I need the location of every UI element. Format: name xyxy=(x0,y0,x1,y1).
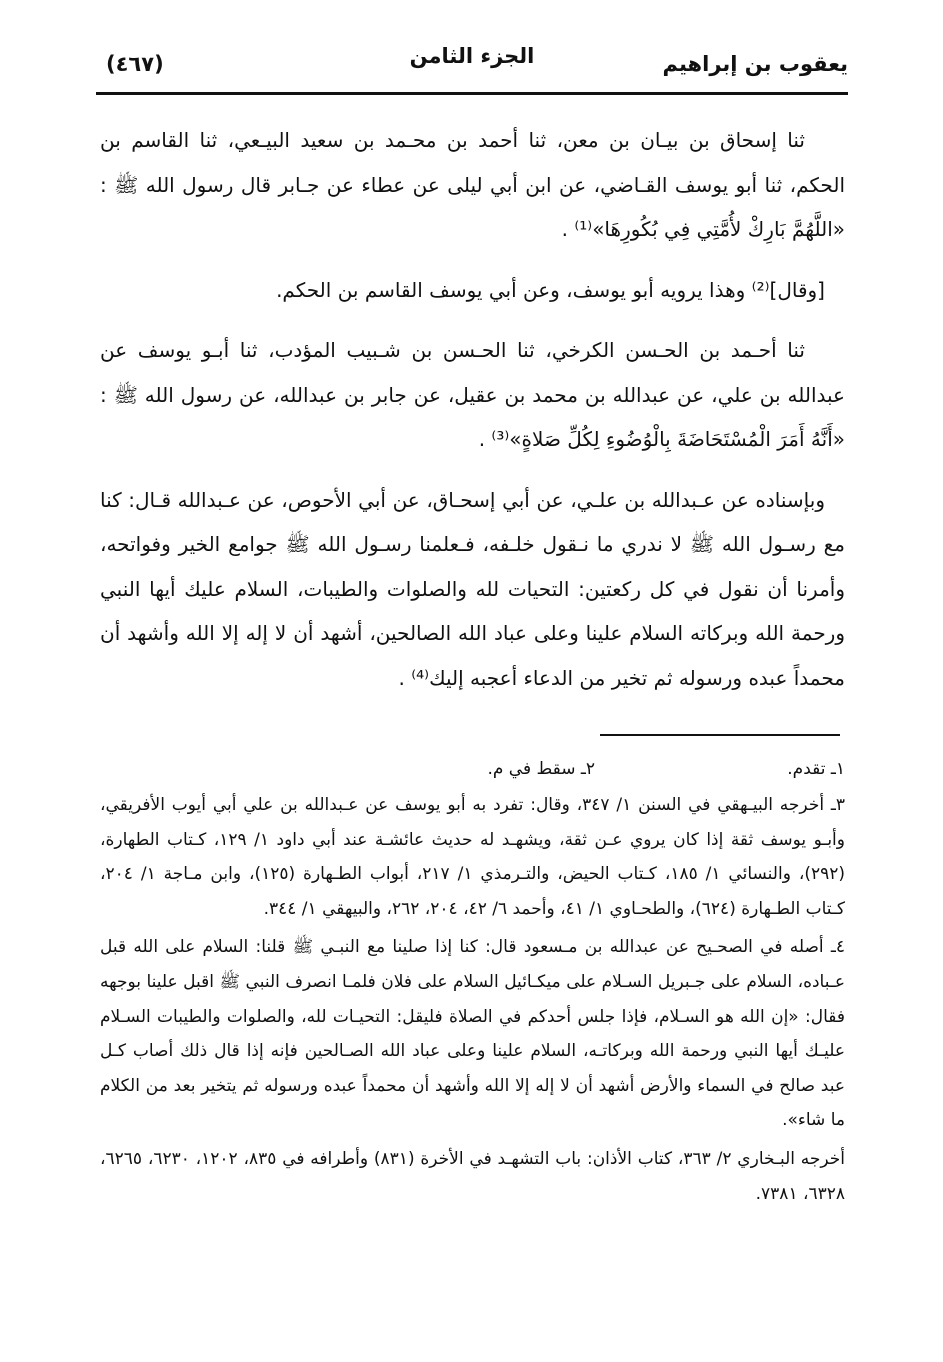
paragraph-4: وبإسناده عن عـبدالله بن علـي، عن أبي إسحـاق، عن أبي الأحوص، عن عـبدالله قـال: كنا مع رسـول الله ﷺ لا ندري ما نـقول خلـفه، فـعلمنا رسـول الله ﷺ جوامع الخير وفواتحه، وأمرنا أن نقول في كل ركعتين: التحيات لله والصلوات والطيبات، السلام عليك أيها النبي ورحمة الله وبركاته السلام علينا وعلى عباد الله الصالحين، أشهد أن لا إله إلا الله وأشهد أن محمداً عبده ورسوله ثم تخير من الدعاء أعجبه إليك⁽⁴⁾ . xyxy=(100,487,845,690)
header-book-title: يعقوب بن إبراهيم xyxy=(662,52,848,76)
paragraph-2: [وقال]⁽²⁾ وهذا يرويه أبو يوسف، وعن أبي يوسف القاسم بن الحكم. xyxy=(276,277,825,302)
footnote-1: ١ـ تقدم. xyxy=(787,759,845,779)
paragraph-3: ثنا أحـمد بن الحـسن الكرخي، ثنا الحـسن بن شـبيب المؤدب، ثنا أبـو يوسف عن عبدالله بن علي، عن عبدالله بن محمد بن عقيل، عن جابر بن عبدالله، عن رسول الله ﷺ : «أَنَّهُ أَمَرَ الْمُسْتَحَاضَةَ بِالْوُضُوءِ لِكُلِّ صَلاةٍ»⁽³⁾ . xyxy=(100,338,845,451)
footnote-2: ٢ـ سقط في م. xyxy=(487,759,595,779)
header-volume-title: الجزء الثامن xyxy=(409,44,535,68)
paragraph-1: ثنا إسحاق بن بيـان بن معن، ثنا أحمد بن محـمد بن سعيد البيـعي، ثنا القاسم بن الحكم، ثنا أبو يوسف القـاضي، عن ابن أبي ليلى عن عطاء عن جـابر قال رسول الله ﷺ : «اللَّهُمَّ بَارِكْ لأُمَّتِي فِي بُكُورِهَا»⁽¹⁾ . xyxy=(100,128,845,241)
footnotes xyxy=(100,788,845,1215)
footnote-row-1-2 xyxy=(100,754,845,784)
footnote-3: ٣ـ أخرجه البيـهقي في السنن ١/ ٣٤٧، وقال: تفرد به أبو يوسف عن عـبدالله بن علي أبي أيوب الأفريقي، وأبـو يوسف ثقة إذا كان يروي عـن ثقة، ويشهـد له حديث عائشـة عند أبي داود ١/ ١٢٩، كـتاب الطهارة، (٢٩٢)، والنسائي ١/ ١٨٥، كـتاب الحيض، والتـرمذي ١/ ٢١٧، أبواب الطـهارة (١٢٥)، وابن مـاجة ١/ ٢٠٤، كـتاب الطـهارة (٦٢٤)، والطحـاوي ١/ ٤١، وأحمد ٦/ ٤٢، ٢٠٤، ٢٦٢، والبيهقي ١/ ٣٤٤. xyxy=(100,795,846,919)
header-divider xyxy=(96,92,848,95)
page-header xyxy=(96,40,848,88)
main-text xyxy=(100,118,845,700)
header-page-number: (٤٦٧) xyxy=(106,52,164,76)
footnote-divider xyxy=(600,734,840,736)
footnote-5: أخرجه البـخاري ٢/ ٣٦٣، كتاب الأذان: باب التشهـد في الأخرة (٨٣١) وأطرافه في ٨٣٥، ١٢٠٢، ٦٢٣٠، ٦٢٦٥، ٦٣٢٨، ٧٣٨١. xyxy=(100,1148,846,1204)
footnote-4: ٤ـ أصله في الصحـيح عن عبدالله بن مـسعود قال: كنا إذا صلينا مع النبـي ﷺ قلنا: السلام على الله قبل عـباده، السلام على جـبريل السـلام على ميكـائيل السلام على فلان فلمـا انصرف النبي ﷺ اقبل علينا بوجهه فقال: «إن الله هو السـلام، فإذا جلس أحدكم في الصلاة فليقل: التحيـات لله، والصلوات والطيبات السـلام عليـك أيها النبي ورحمة الله وبركاتـه، السلام علينا وعلى عباد الله الصـالحين فإنه إذا قال ذلك أصاب كـل عبد صالح في السماء والأرض أشهد أن لا إله إلا الله وأشهد أن محمداً عبده ورسوله ثم يتخير بعد من الكلام ما شاء». xyxy=(100,937,845,1131)
